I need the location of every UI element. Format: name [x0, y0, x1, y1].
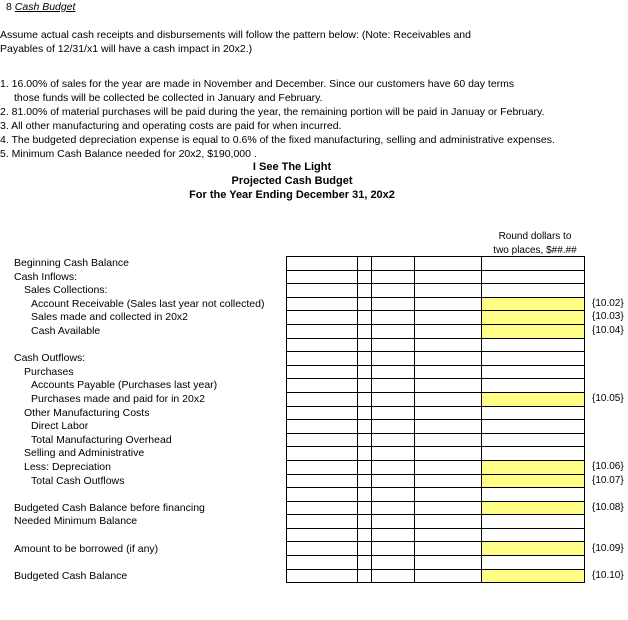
grid-cell [372, 542, 415, 556]
grid-cell [287, 488, 358, 502]
row-label: Budgeted Cash Balance [14, 569, 128, 582]
amount-cell [482, 352, 585, 366]
grid-cell [372, 528, 415, 542]
question-code: {10.04} [592, 325, 624, 336]
row-label: Sales Collections: [24, 284, 108, 297]
question-code: {10.09} [592, 542, 624, 554]
table-row [287, 488, 585, 502]
grid-cell [358, 488, 372, 502]
table-row [287, 433, 585, 447]
grid-cell [287, 297, 358, 311]
grid-cell [287, 515, 358, 529]
company-name: I See The Light [252, 161, 332, 173]
grid-cell [358, 365, 372, 379]
grid-cell [372, 270, 415, 284]
grid-cell [372, 406, 415, 420]
answer-input-cell[interactable] [482, 297, 585, 311]
grid-cell [372, 297, 415, 311]
grid-cell [358, 528, 372, 542]
row-label: Total Cash Outflows [31, 474, 125, 487]
table-row [287, 556, 585, 570]
row-label: Cash Inflows: [14, 270, 78, 283]
grid-cell [415, 542, 482, 556]
grid-cell [415, 528, 482, 542]
grid-cell [358, 379, 372, 393]
grid-cell [287, 338, 358, 352]
grid-cell [358, 311, 372, 325]
row-label: Account Receivable (Sales last year not collected) [31, 297, 265, 310]
amount-cell [482, 433, 585, 447]
table-row [287, 447, 585, 461]
budget-grid [286, 256, 585, 583]
amount-cell [482, 338, 585, 352]
grid-cell [287, 501, 358, 515]
question-code: {10.02} [592, 297, 624, 309]
table-row [287, 515, 585, 529]
grid-cell [415, 556, 482, 570]
row-label: Less: Depreciation [24, 461, 111, 473]
grid-cell [415, 406, 482, 420]
grid-cell [372, 460, 415, 474]
grid-cell [287, 528, 358, 542]
grid-cell [358, 474, 372, 488]
grid-cell [372, 488, 415, 502]
grid-cell [372, 311, 415, 325]
grid-cell [372, 338, 415, 352]
section-title: Cash Budget [14, 1, 76, 13]
grid-cell [415, 284, 482, 298]
grid-cell [287, 556, 358, 570]
grid-cell [358, 406, 372, 420]
grid-cell [287, 433, 358, 447]
amount-cell [482, 284, 585, 298]
grid-cell [372, 501, 415, 515]
report-period: For the Year Ending December 31, 20x2 [189, 189, 395, 201]
grid-cell [287, 270, 358, 284]
grid-cell [287, 420, 358, 434]
grid-cell [372, 284, 415, 298]
grid-cell [415, 501, 482, 515]
question-code: {10.10} [592, 569, 624, 581]
amount-cell [482, 420, 585, 434]
table-row [287, 257, 585, 271]
answer-input-cell[interactable] [482, 501, 585, 515]
amount-cell [482, 488, 585, 502]
note-1: 1. 16.00% of sales for the year are made in November and December. Since our customers have 60 day terms [0, 78, 515, 90]
grid-cell [415, 392, 482, 406]
grid-cell [358, 542, 372, 556]
grid-cell [415, 297, 482, 311]
row-label: Needed Minimum Balance [14, 515, 138, 528]
question-code: {10.07} [592, 474, 624, 486]
amount-cell [482, 365, 585, 379]
grid-cell [415, 420, 482, 434]
grid-cell [358, 420, 372, 434]
table-row [287, 270, 585, 284]
grid-cell [372, 257, 415, 271]
table-row [287, 352, 585, 366]
answer-input-cell[interactable] [482, 542, 585, 556]
grid-cell [287, 324, 358, 338]
row-label: Direct Labor [31, 420, 89, 433]
grid-cell [372, 420, 415, 434]
grid-cell [415, 433, 482, 447]
row-label: Other Manufacturing Costs [24, 406, 150, 419]
table-row [287, 338, 585, 352]
intro-line-1: Assume actual cash receipts and disbursements will follow the pattern below: (Note: Receivables and [0, 29, 471, 41]
grid-cell [287, 569, 358, 583]
grid-cell [358, 284, 372, 298]
grid-cell [287, 365, 358, 379]
grid-cell [358, 324, 372, 338]
grid-cell [415, 488, 482, 502]
grid-cell [287, 284, 358, 298]
grid-cell [415, 270, 482, 284]
grid-cell [287, 474, 358, 488]
grid-cell [415, 460, 482, 474]
table-row [287, 528, 585, 542]
grid-cell [372, 392, 415, 406]
section-number: 8 [6, 1, 12, 13]
grid-cell [415, 515, 482, 529]
grid-cell [287, 447, 358, 461]
grid-cell [415, 474, 482, 488]
row-label: Purchases [24, 365, 74, 378]
grid-cell [358, 501, 372, 515]
grid-cell [358, 460, 372, 474]
grid-cell [415, 311, 482, 325]
grid-cell [415, 257, 482, 271]
table-row [287, 420, 585, 434]
column-header-line-2: two places, $##.## [493, 245, 577, 256]
amount-cell [482, 257, 585, 271]
grid-cell [358, 433, 372, 447]
grid-cell [415, 569, 482, 583]
grid-cell [287, 257, 358, 271]
table-row [287, 542, 585, 556]
grid-cell [287, 406, 358, 420]
grid-cell [287, 392, 358, 406]
table-row [287, 311, 585, 325]
grid-cell [372, 324, 415, 338]
amount-cell [482, 447, 585, 461]
table-row [287, 365, 585, 379]
column-header-line-1: Round dollars to [498, 231, 572, 242]
answer-input-cell[interactable] [482, 460, 585, 474]
note-2: 2. 81.00% of material purchases will be paid during the year, the remaining portion will be paid in Januay or February. [0, 106, 545, 118]
grid-cell [415, 447, 482, 461]
grid-cell [287, 311, 358, 325]
row-label: Beginning Cash Balance [14, 257, 129, 269]
answer-input-cell[interactable] [482, 474, 585, 488]
grid-cell [358, 569, 372, 583]
amount-cell [482, 556, 585, 570]
grid-cell [372, 556, 415, 570]
grid-cell [358, 447, 372, 461]
grid-cell [287, 542, 358, 556]
row-label: Cash Available [31, 325, 101, 337]
question-code: {10.06} [592, 461, 624, 472]
grid-cell [372, 447, 415, 461]
note-4: 4. The budgeted depreciation expense is equal to 0.6% of the fixed manufacturing, selling and administrative expenses. [0, 134, 555, 146]
table-row [287, 474, 585, 488]
grid-cell [358, 556, 372, 570]
table-row [287, 379, 585, 393]
table-row [287, 324, 585, 338]
grid-cell [415, 338, 482, 352]
amount-cell [482, 528, 585, 542]
question-code: {10.05} [592, 393, 624, 404]
question-code: {10.08} [592, 501, 624, 513]
amount-cell [482, 379, 585, 393]
grid-cell [358, 515, 372, 529]
grid-cell [415, 365, 482, 379]
grid-cell [372, 352, 415, 366]
amount-cell [482, 406, 585, 420]
grid-cell [372, 433, 415, 447]
row-label: Accounts Payable (Purchases last year) [31, 379, 218, 392]
grid-cell [415, 352, 482, 366]
row-label: Budgeted Cash Balance before financing [14, 501, 205, 514]
report-title: Projected Cash Budget [231, 175, 353, 187]
grid-cell [358, 270, 372, 284]
note-5: 5. Minimum Cash Balance needed for 20x2, $190,000 . [0, 148, 257, 160]
grid-cell [415, 324, 482, 338]
table-row [287, 501, 585, 515]
grid-cell [287, 352, 358, 366]
answer-input-cell[interactable] [482, 569, 585, 583]
grid-cell [358, 392, 372, 406]
row-label: Sales made and collected in 20x2 [31, 311, 189, 324]
answer-input-cell[interactable] [482, 311, 585, 325]
row-label: Selling and Administrative [24, 447, 145, 460]
table-row [287, 406, 585, 420]
row-label: Total Manufacturing Overhead [31, 433, 172, 446]
table-row [287, 569, 585, 583]
grid-cell [415, 379, 482, 393]
table-row [287, 460, 585, 474]
intro-line-2: Payables of 12/31/x1 will have a cash impact in 20x2.) [0, 43, 253, 55]
grid-cell [372, 365, 415, 379]
grid-cell [358, 352, 372, 366]
grid-cell [358, 257, 372, 271]
note-3: 3. All other manufacturing and operating costs are paid for when incurred. [0, 120, 342, 132]
note-1-continued: those funds will be collected be collected in January and February. [14, 92, 323, 104]
grid-cell [358, 297, 372, 311]
grid-cell [287, 379, 358, 393]
grid-cell [372, 569, 415, 583]
table-row [287, 392, 585, 406]
amount-cell [482, 515, 585, 529]
table-row [287, 284, 585, 298]
amount-cell [482, 270, 585, 284]
row-label: Amount to be borrowed (if any) [14, 542, 159, 555]
table-row [287, 297, 585, 311]
question-code: {10.03} [592, 311, 624, 323]
grid-cell [358, 338, 372, 352]
answer-input-cell[interactable] [482, 392, 585, 406]
row-label: Purchases made and paid for in 20x2 [31, 393, 205, 405]
grid-cell [372, 474, 415, 488]
row-label: Cash Outflows: [14, 352, 86, 365]
grid-cell [287, 460, 358, 474]
answer-input-cell[interactable] [482, 324, 585, 338]
section-heading [6, 1, 75, 13]
grid-cell [372, 379, 415, 393]
grid-cell [372, 515, 415, 529]
